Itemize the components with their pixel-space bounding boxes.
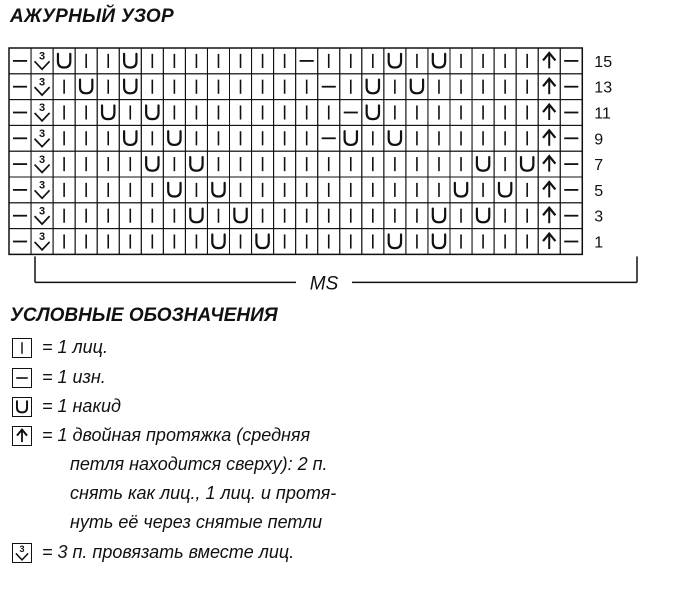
legend-line: петля находится сверху): 2 п. [70, 454, 328, 474]
legend-line: = 1 накид [42, 396, 121, 416]
legend-description [42, 392, 121, 421]
knit3tog-number: 3 [19, 543, 25, 554]
legend-description [42, 333, 108, 362]
knit-3-together-symbol [16, 544, 28, 560]
knit-icon [13, 338, 31, 358]
legend-line: = 1 двойная протяжка (средняя [42, 425, 311, 445]
yarn-over-icon [13, 397, 31, 417]
legend-description [42, 421, 336, 537]
row-number-label: 3 [594, 208, 604, 226]
pattern-title: АЖУРНЫЙ УЗОР [10, 6, 174, 27]
legend-symbol-yarn-over [12, 397, 32, 417]
knit3tog-number: 3 [39, 179, 46, 192]
row-number-label: 11 [594, 105, 611, 123]
legend-line: = 1 изн. [42, 367, 106, 387]
legend-symbol-purl [12, 368, 32, 388]
legend-symbol-knit [12, 338, 32, 358]
legend-description [42, 538, 294, 567]
legend-line: = 3 п. провязать вместе лиц. [42, 542, 295, 562]
knit3tog-number: 3 [39, 231, 46, 244]
purl-icon [13, 368, 31, 388]
repeat-bracket [35, 256, 637, 294]
yarn-over-symbol [17, 401, 27, 412]
legend-line: нуть её через снятые петли [70, 512, 323, 532]
double-decrease-center-icon [13, 426, 31, 446]
knit3tog-number: 3 [39, 102, 46, 115]
row-number-label: 5 [594, 182, 604, 200]
repeat-label: MS [309, 273, 339, 295]
row-number-label: 1 [594, 234, 604, 252]
knit3tog-number: 3 [39, 50, 46, 63]
double-decrease-center-symbol [17, 430, 27, 443]
knit3tog-number: 3 [39, 153, 46, 166]
row-number-label: 15 [594, 53, 613, 71]
knit3tog-number: 3 [39, 205, 46, 218]
knit3tog-number: 3 [39, 76, 46, 89]
legend-line: = 1 лиц. [42, 337, 108, 357]
row-number-label: 13 [594, 79, 613, 97]
legend-description [42, 363, 106, 392]
legend-symbol-knit-3-together [12, 543, 32, 563]
legend-symbol-double-decrease-center [12, 426, 32, 446]
legend-line: снять как лиц., 1 лиц. и протя- [70, 483, 337, 503]
row-number-label: 9 [594, 131, 604, 149]
knit3tog-number: 3 [39, 127, 46, 140]
legend-title: УСЛОВНЫЕ ОБОЗНАЧЕНИЯ [10, 305, 278, 326]
row-number-label: 7 [594, 157, 604, 175]
knit-3-together-icon [13, 543, 31, 563]
